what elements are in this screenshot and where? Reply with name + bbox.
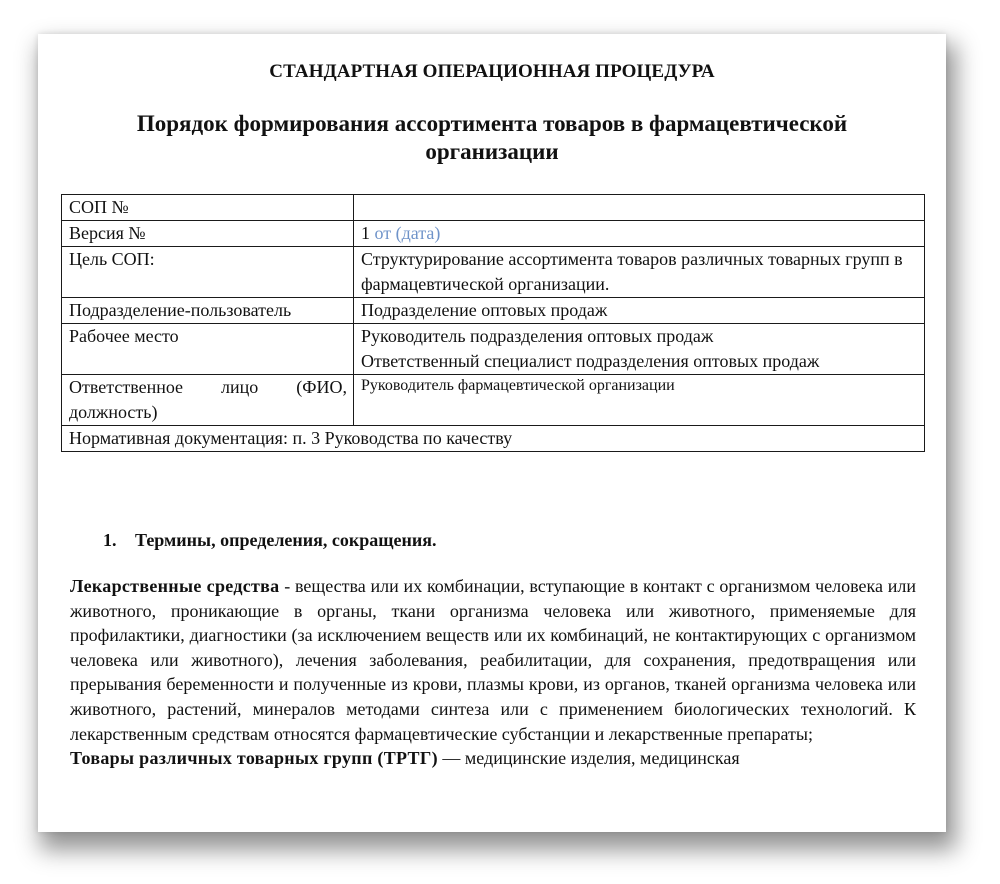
section-body bbox=[70, 574, 916, 771]
section-number: 1. bbox=[103, 530, 117, 550]
row-value-workplace bbox=[354, 324, 925, 375]
workplace-line-1: Руководитель подразделения оптовых продаж bbox=[361, 326, 714, 346]
row-label-sop-number: СОП № bbox=[62, 195, 354, 221]
table-row bbox=[62, 426, 925, 452]
row-regulatory-docs: Нормативная документация: п. 3 Руководства по качеству bbox=[62, 426, 925, 452]
row-value-version bbox=[354, 221, 925, 247]
table-row bbox=[62, 247, 925, 298]
table-row bbox=[62, 324, 925, 375]
definition-paragraph bbox=[70, 574, 916, 746]
table-row bbox=[62, 195, 925, 221]
table-row bbox=[62, 221, 925, 247]
row-value-department: Подразделение оптовых продаж bbox=[354, 298, 925, 324]
row-label-workplace: Рабочее место bbox=[62, 324, 354, 375]
workplace-line-2: Ответственный специалист подразделения оптовых продаж bbox=[361, 351, 820, 371]
version-number: 1 bbox=[361, 223, 370, 243]
row-value-responsible: Руководитель фармацевтической организации bbox=[354, 375, 925, 426]
section-title: Термины, определения, сокращения. bbox=[135, 530, 437, 550]
table-row bbox=[62, 375, 925, 426]
section-heading bbox=[103, 530, 436, 551]
definition-text: - вещества или их комбинации, вступающие в контакт с организмом человека или животного, проникающие в органы, ткани организма человека или животного, применяемые для профилактики, диагностики (за исключением веществ или их комбинаций, не контактирующих с организмом человека или животного), лечения заболевания, реабилитации, для сохранения, предотвращения или прерывания беременности и полученные из крови, плазмы крови, из органов, тканей организма человека или животного, растений, минералов методами синтеза или с применением биологических технологий. К лекарственным средствам относятся фармацевтические субстанции и лекарственные препараты; bbox=[70, 576, 916, 744]
row-label-version: Версия № bbox=[62, 221, 354, 247]
definition-text: — медицинские изделия, медицинская bbox=[437, 748, 740, 769]
definition-term: Лекарственные средства bbox=[70, 576, 280, 596]
document-page bbox=[38, 34, 946, 832]
row-label-department: Подразделение-пользователь bbox=[62, 298, 354, 324]
definition-term: Товары различных товарных групп (ТРТГ) bbox=[70, 748, 438, 769]
definition-paragraph bbox=[70, 746, 916, 771]
document-title: Порядок формирования ассортимента товаров в фармацевтической организации bbox=[136, 111, 848, 164]
row-label-purpose: Цель СОП: bbox=[62, 247, 354, 298]
row-value-sop-number bbox=[354, 195, 925, 221]
document-header: СТАНДАРТНАЯ ОПЕРАЦИОННАЯ ПРОЦЕДУРА bbox=[269, 61, 715, 82]
row-value-purpose: Структурирование ассортимента товаров различных товарных групп в фармацевтической организации. bbox=[354, 247, 925, 298]
version-date-placeholder: от (дата) bbox=[374, 223, 441, 243]
table-row bbox=[62, 298, 925, 324]
sop-info-table bbox=[61, 194, 925, 452]
row-label-responsible: Ответственное лицо (ФИО, должность) bbox=[62, 375, 354, 426]
